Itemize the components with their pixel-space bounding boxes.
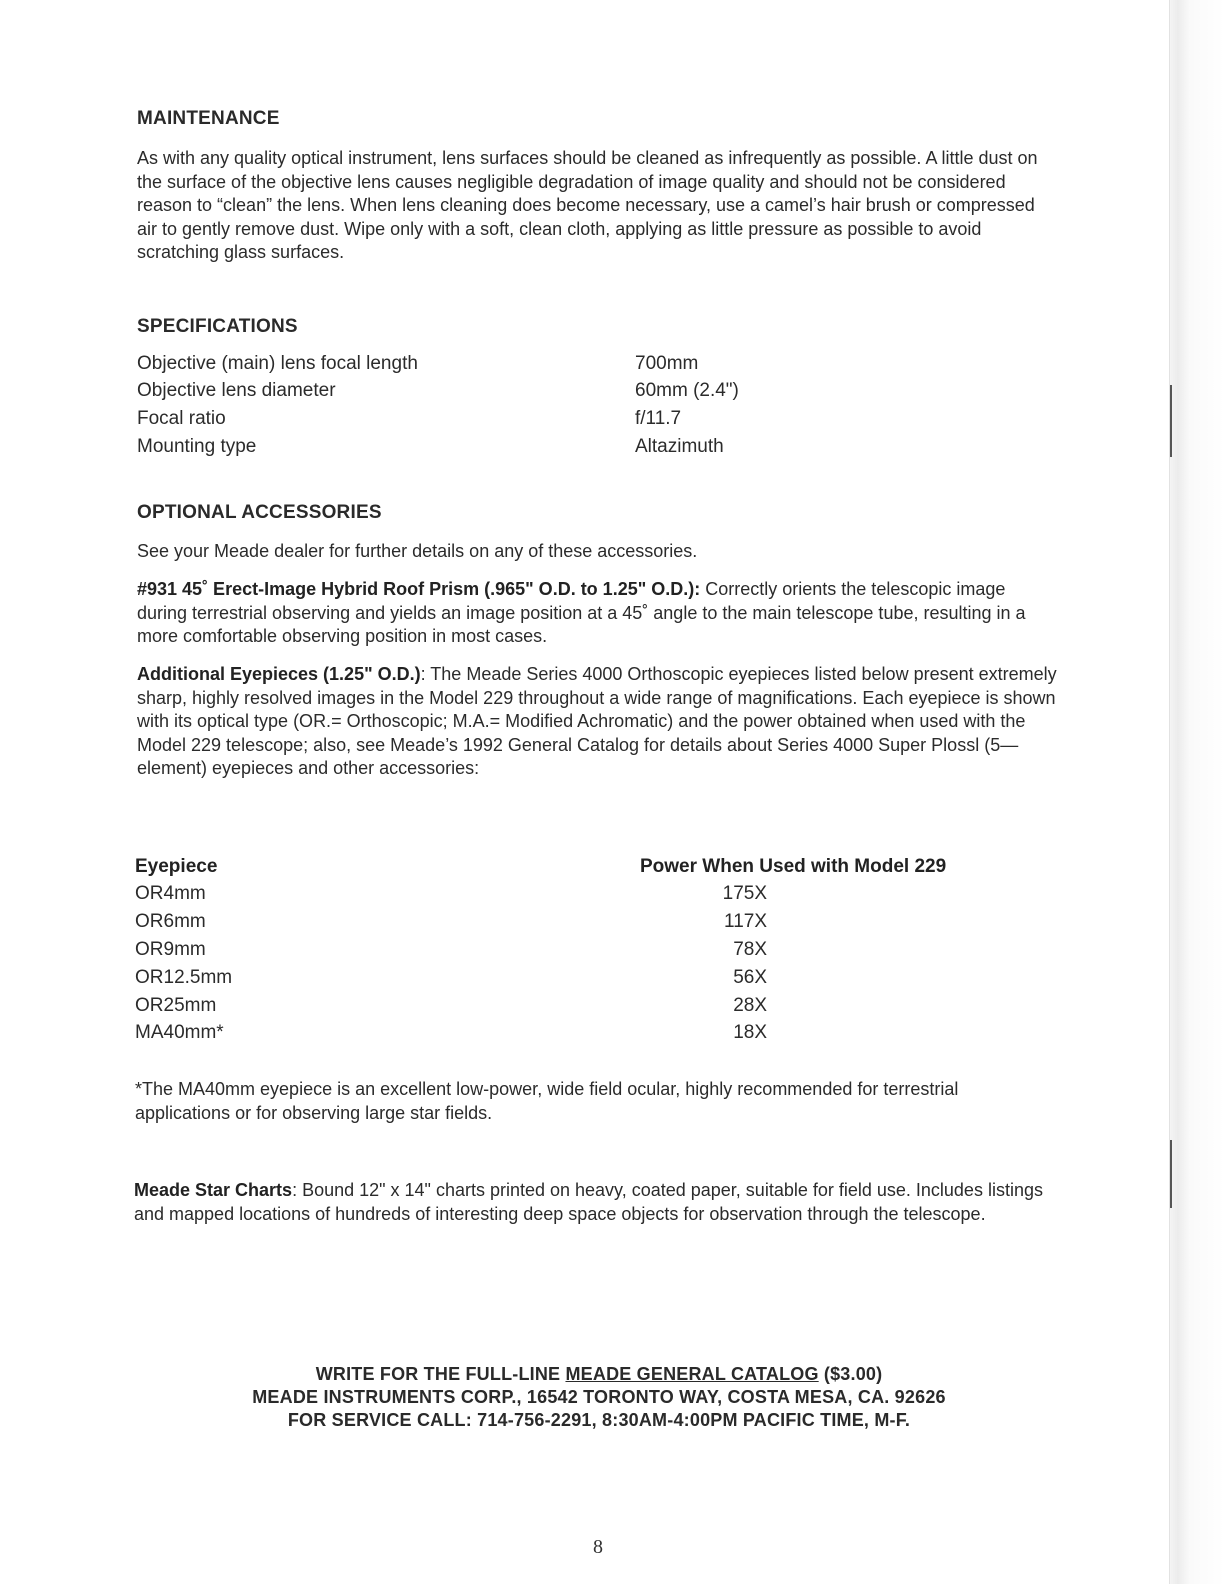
table-row — [135, 911, 835, 939]
footer-catalog-prefix: WRITE FOR THE FULL-LINE — [315, 1364, 566, 1384]
specifications-heading: SPECIFICATIONS — [137, 316, 298, 337]
eyepiece-name: OR4mm — [135, 883, 206, 904]
table-row — [135, 995, 835, 1023]
prism-paragraph — [137, 578, 1057, 649]
footer-address-line: MEADE INSTRUMENTS CORP., 16542 TORONTO WAY, COSTA MESA, CA. 92626 — [252, 1387, 946, 1407]
spec-value: f/11.7 — [635, 408, 682, 429]
footer-service-line: FOR SERVICE CALL: 714-756-2291, 8:30AM-4:00PM PACIFIC TIME, M-F. — [287, 1410, 911, 1430]
eyepiece-name: OR25mm — [135, 995, 217, 1016]
maintenance-body: As with any quality optical instrument, lens surfaces should be cleaned as infrequently as possible. A little dust on the surface of the objective lens causes negligible degradation of image quality and should not be considered reason to “clean” the lens. When lens cleaning does become necessary, use a camel’s hair brush or compressed air to gently remove dust. Wipe only with a soft, clean cloth, applying as little pressure as possible to avoid scratching glass surfaces. — [137, 148, 1038, 262]
eyepieces-body: : The Meade Series 4000 Orthoscopic eyepieces listed below present extremely sharp, highly resolved images in the Model 229 throughout a wide range of magnifications. Each eyepiece is shown with its optical type (OR.= Orthoscopic; M.A.= Modified Achromatic) and the power obtained when used with the Model 229 telescope; also, see Meade’s 1992 General Catalog for details about Series 4000 Super Plossl (5—element) eyepieces and other accessories: — [137, 664, 1057, 778]
page-edge — [1169, 0, 1224, 1584]
eyepiece-name: OR9mm — [135, 939, 206, 960]
eyepiece-column-header: Eyepiece — [135, 856, 218, 877]
eyepiece-power: 117X — [724, 911, 767, 932]
spec-row — [137, 353, 837, 381]
spec-value: Altazimuth — [635, 436, 724, 457]
prism-title: #931 45˚ Erect-Image Hybrid Roof Prism (.965" O.D. to 1.25" O.D.): — [137, 579, 701, 599]
table-row — [135, 883, 835, 911]
table-row — [135, 1022, 835, 1050]
accessories-heading: OPTIONAL ACCESSORIES — [137, 502, 382, 523]
eyepiece-power: 18X — [733, 1022, 767, 1043]
spec-value: 700mm — [635, 353, 699, 374]
table-row — [135, 939, 835, 967]
power-column-header: Power When Used with Model 229 — [640, 856, 947, 877]
spec-label: Objective lens diameter — [137, 380, 336, 401]
maintenance-heading: MAINTENANCE — [137, 108, 280, 129]
eyepiece-name: OR12.5mm — [135, 967, 233, 988]
eyepieces-paragraph — [137, 663, 1057, 781]
edge-mark — [1170, 385, 1172, 457]
spec-label: Focal ratio — [137, 408, 226, 429]
eyepiece-name: MA40mm* — [135, 1022, 224, 1043]
footer-catalog-price: ($3.00) — [818, 1364, 883, 1384]
star-charts-paragraph — [134, 1179, 1054, 1226]
eyepiece-power: 175X — [722, 883, 767, 904]
spec-row — [137, 408, 837, 436]
spec-label: Objective (main) lens focal length — [137, 353, 418, 374]
eyepiece-power: 28X — [733, 995, 767, 1016]
star-charts-title: Meade Star Charts — [134, 1180, 293, 1200]
spec-value: 60mm (2.4") — [635, 380, 739, 401]
eyepiece-name: OR6mm — [135, 911, 206, 932]
ma40-footnote: *The MA40mm eyepiece is an excellent low-power, wide field ocular, highly recommended for terrestrial applications or for observing large star fields. — [135, 1079, 959, 1123]
footer-catalog-line — [0, 1364, 1198, 1385]
footer-catalog-title: MEADE GENERAL CATALOG — [565, 1364, 819, 1384]
spec-row — [137, 380, 837, 408]
spec-row — [137, 436, 837, 464]
edge-mark — [1170, 1140, 1172, 1208]
page-number: 8 — [593, 1536, 603, 1558]
accessories-intro: See your Meade dealer for further details on any of these accessories. — [137, 541, 698, 561]
prism-body: Correctly orients the telescopic image during terrestrial observing and yields an image position at a 45˚ angle to the main telescope tube, resulting in a more comfortable observing position in most cases. — [137, 579, 1026, 646]
spec-label: Mounting type — [137, 436, 257, 457]
eyepiece-power: 78X — [733, 939, 767, 960]
eyepieces-title: Additional Eyepieces (1.25" O.D.) — [137, 664, 421, 684]
eyepiece-power: 56X — [733, 967, 767, 988]
table-row — [135, 967, 835, 995]
star-charts-body: : Bound 12" x 14" charts printed on heavy, coated paper, suitable for field use. Includes listings and mapped locations of hundreds of interesting deep space objects for observation through the telescope. — [134, 1180, 1043, 1224]
